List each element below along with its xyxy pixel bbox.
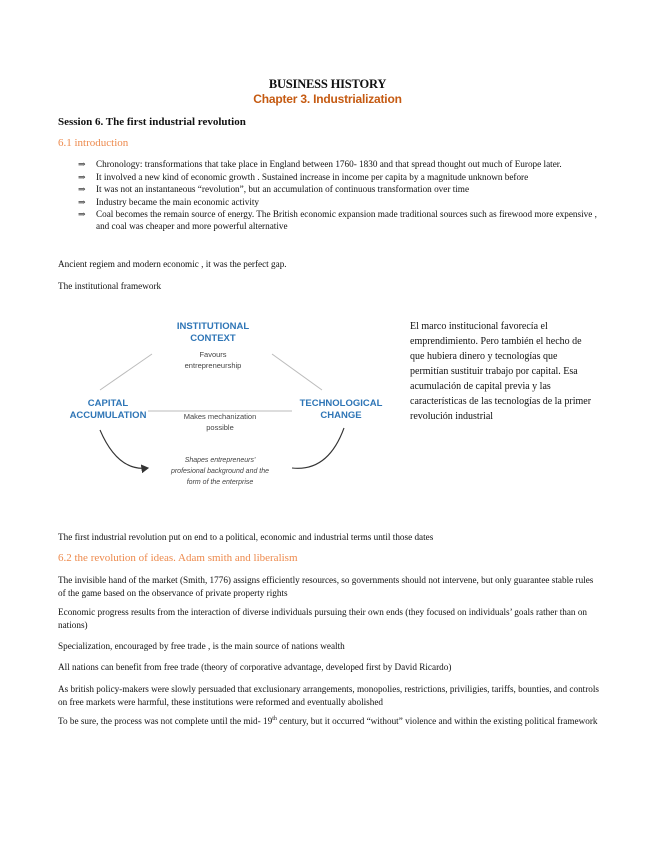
section-heading-revolution-of-ideas: 6.2 the revolution of ideas. Adam smith and liberalism bbox=[58, 552, 298, 564]
arrow-bullet-icon: ⇒ bbox=[78, 209, 86, 219]
list-item: ⇒ Chronology: transformations that take place in England between 1760- 1830 and that spread thought out much of Europe later. bbox=[78, 159, 562, 169]
diagram-line-right bbox=[272, 354, 322, 390]
bullet-list bbox=[78, 158, 598, 233]
arrow-bullet-icon: ⇒ bbox=[78, 171, 86, 182]
node-institutional-sub-2: entrepreneurship bbox=[184, 361, 242, 370]
spanish-side-note: El marco institucional favorecía el emprendimiento. Pero también el hecho de que hubiera dinero y tecnologías que permitían sustituir trabajo por capital. Esa acumulación de capital previa y las características de las tecnologías de la primer revolución industrial bbox=[410, 321, 592, 422]
document-title: BUSINESS HISTORY bbox=[268, 77, 387, 91]
paragraph: The first industrial revolution put on end to a political, economic and industrial terms until those dates bbox=[58, 532, 434, 542]
list-item: ⇒ Industry became the main economic activity bbox=[78, 196, 260, 207]
bottom-label-2: profesional background and the bbox=[170, 468, 270, 475]
node-institutional-title-1: INSTITUTIONAL bbox=[176, 321, 250, 332]
institutional-framework-diagram bbox=[60, 312, 400, 492]
bottom-label-3: form of the enterprise bbox=[186, 479, 254, 486]
session-title: Session 6. The first industrial revolution bbox=[58, 116, 246, 128]
node-technological-title-2: CHANGE bbox=[320, 410, 362, 421]
section-heading-introduction: 6.1 introduction bbox=[58, 137, 129, 149]
node-capital-title-2: ACCUMULATION bbox=[69, 410, 147, 421]
paragraph: Specialization, encouraged by free trade , is the main source of nations wealth bbox=[58, 641, 345, 651]
curved-arrow-right bbox=[292, 428, 344, 468]
list-item: ⇒ Coal becomes the remain source of energy. The British economic expansion made traditional sources such as firewood more expensive , and coal was cheaper and more powerful alternative bbox=[78, 209, 597, 231]
paragraph: The institutional framework bbox=[58, 281, 162, 291]
paragraph: Economic progress results from the interaction of diverse individuals pursuing their own ends (they focused on individuals’ goals rather than on nations) bbox=[58, 607, 588, 630]
paragraph: The invisible hand of the market (Smith, 1776) assigns efficiently resources, so governments should not intervene, but only guarantee stable rules of the game based on the observance of private property rights bbox=[58, 575, 594, 598]
paragraph: As british policy-makers were slowly persuaded that exclusionary arrangements, monopolies, restrictions, priviligies, tariffs, bounties, and controls on free markets were harmful, these institutions were reformed and eventually abolished bbox=[58, 684, 600, 707]
middle-label-1: Makes mechanization bbox=[183, 412, 257, 421]
node-capital-title-1: CAPITAL bbox=[87, 398, 129, 409]
arrow-bullet-icon: ⇒ bbox=[78, 196, 86, 207]
bottom-label-1: Shapes entrepreneurs' bbox=[184, 457, 256, 464]
arrow-bullet-icon: ⇒ bbox=[78, 184, 86, 194]
node-technological-title-1: TECHNOLOGICAL bbox=[299, 398, 383, 409]
list-item: ⇒ It involved a new kind of economic growth . Sustained increase in income per capita by a magnitude unknown before bbox=[78, 171, 529, 182]
paragraph: All nations can benefit from free trade (theory of corporative advantage, developed first by David Ricardo) bbox=[58, 662, 452, 672]
curved-arrow-left bbox=[100, 430, 148, 468]
node-institutional-title-2: CONTEXT bbox=[190, 333, 236, 344]
diagram-line-left bbox=[100, 354, 152, 390]
middle-label-2: possible bbox=[206, 423, 234, 432]
list-item: ⇒ It was not an instantaneous “revolution”, but an accumulation of continuous transformation over time bbox=[78, 184, 470, 194]
paragraph: To be sure, the process was not complete until the mid- 19th century, but it occurred “without” violence and within the existing political framework bbox=[58, 715, 598, 726]
paragraph: Ancient regiem and modern economic , it was the perfect gap. bbox=[58, 259, 287, 269]
arrow-bullet-icon: ⇒ bbox=[78, 159, 86, 169]
node-institutional-sub-1: Favours bbox=[199, 350, 227, 359]
chapter-title: Chapter 3. Industrialization bbox=[253, 92, 402, 106]
